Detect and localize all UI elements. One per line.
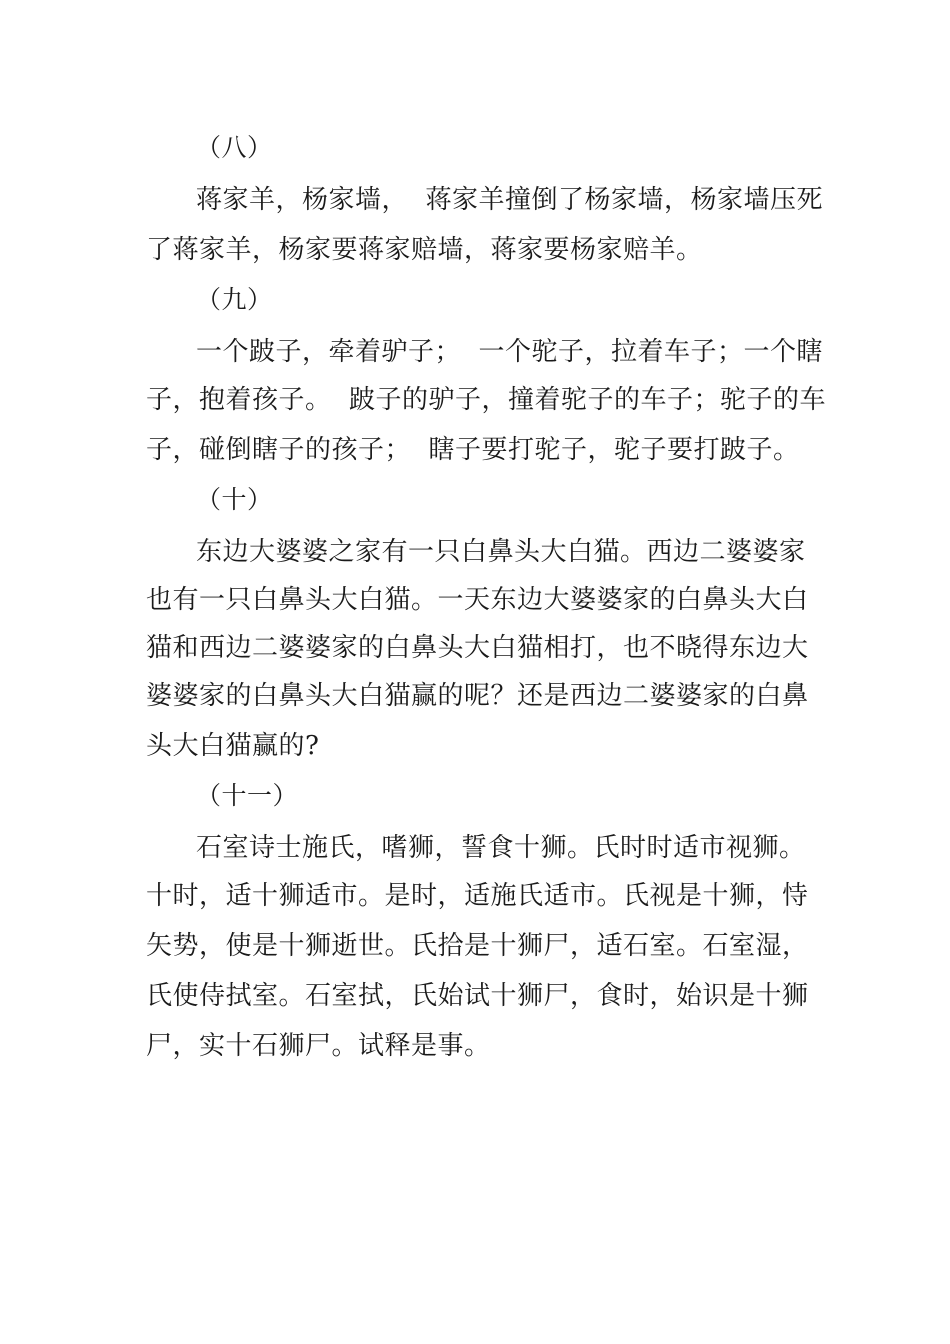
paragraph-line: 婆婆家的白鼻头大白猫赢的呢？还是西边二婆婆家的白鼻 xyxy=(146,681,809,711)
paragraph-line: 氏使侍拭室。石室拭，氏始试十狮尸，食时，始识是十狮 xyxy=(146,981,809,1011)
paragraph-line: 尸，实十石狮尸。试释是事。 xyxy=(146,1031,491,1061)
paragraph-line: 东边大婆婆之家有一只白鼻头大白猫。西边二婆婆家 xyxy=(196,537,806,567)
paragraph-line: 头大白猫赢的? xyxy=(146,731,320,761)
paragraph-line: 子，抱着孩子。 跛子的驴子，撞着驼子的车子；驼子的车 xyxy=(146,385,827,415)
paragraph-line: 一个跛子，牵着驴子； 一个驼子，拉着车子；一个瞎 xyxy=(196,337,824,367)
paragraph-line: 子，碰倒瞎子的孩子； 瞎子要打驼子，驼子要打跛子。 xyxy=(146,435,800,465)
paragraph-line: 了蒋家羊，杨家要蒋家赔墙，蒋家要杨家赔羊。 xyxy=(146,235,703,265)
section-heading-11: （十一） xyxy=(196,781,299,810)
paragraph-line: 矢势，使是十狮逝世。氏拾是十狮尸，适石室。石室湿， xyxy=(146,931,809,961)
section-heading-8: （八） xyxy=(196,133,273,162)
paragraph-line: 石室诗士施氏，嗜狮，誓食十狮。氏时时适市视狮。 xyxy=(196,833,806,863)
paragraph-line: 十时，适十狮适市。是时，适施氏适市。氏视是十狮，恃 xyxy=(146,881,809,911)
paragraph-line: 蒋家羊，杨家墙， 蒋家羊撞倒了杨家墙，杨家墙压死 xyxy=(196,185,824,215)
section-heading-10: （十） xyxy=(196,485,273,514)
section-heading-9: （九） xyxy=(196,285,273,314)
paragraph-line: 也有一只白鼻头大白猫。一天东边大婆婆家的白鼻头大白 xyxy=(146,585,809,615)
paragraph-line: 猫和西边二婆婆家的白鼻头大白猫相打，也不晓得东边大 xyxy=(146,633,809,663)
